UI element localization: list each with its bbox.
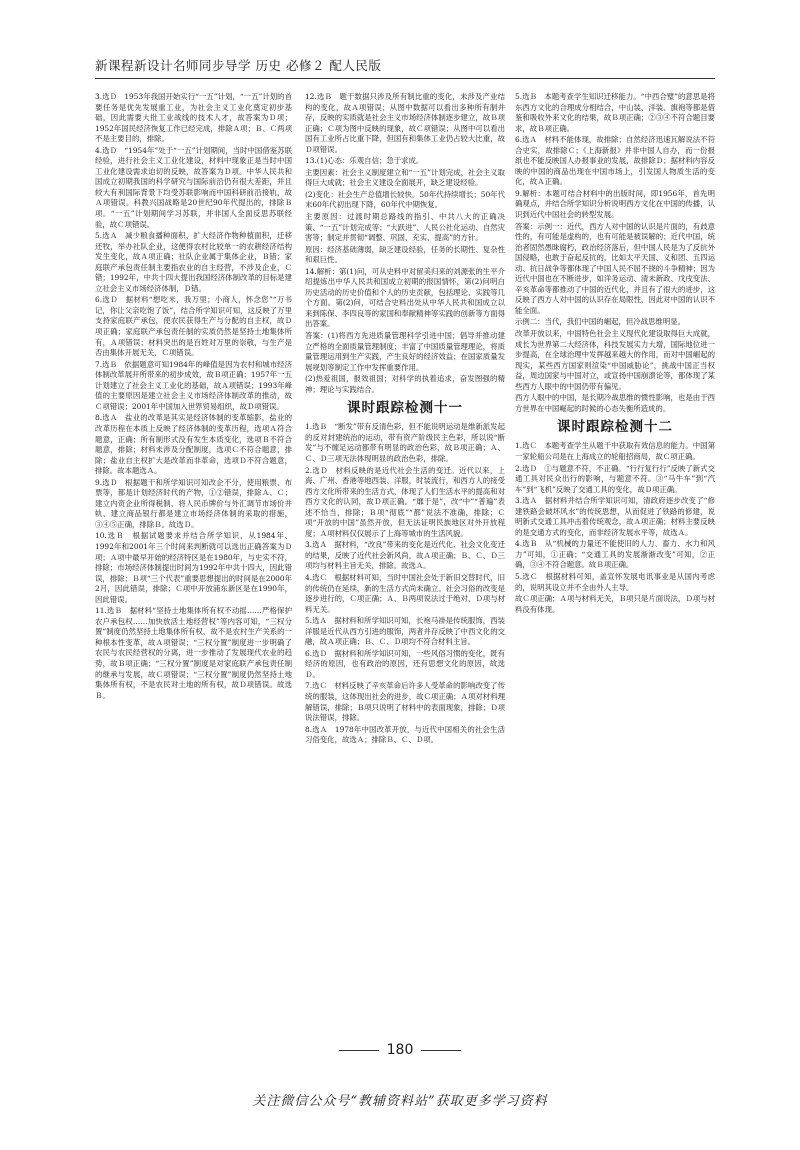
answer-paragraph: 主要因素：社会主义制度建立和“一五”计划完成，社会主义取得巨大成就；社会主义建设全面展开，缺乏建设经验。 xyxy=(305,167,505,188)
answer-paragraph: 答案：(1)将西方先进质量管理科学引进中国；倡导并推动建立严格的全面质量管理制度；丰富了中国质量管理理论，将质量管理运用到生产实践，产生良好的经济效益；在国家质量发展规划等制定工作中发挥重要作用。 xyxy=(305,331,505,372)
answer-paragraph: 2.选Ｄ ①与题意不符，不正确。“行行复行行”反映了新式交通工具对民众出行的影响，与题意不符。③“马牛车”到“汽车”到“飞机”反映了交通工具的变化，故Ｄ项正确。 xyxy=(515,463,715,494)
answer-paragraph: 9.选Ｄ 根据题干和所学知识可知改企不分，使用粮票、布票等，都是计划经济时代的产物，①②错误，排除Ａ、Ｃ；建立内资企业所得税制、将人民币牌价与外汇调节市场价并轨、建立商品银行都是建立市场经济体制的采取的措施，③④⑤正确，排除Ｂ。故选Ｄ。 xyxy=(95,477,292,529)
answer-paragraph: 6.选Ｄ 据材料和所学知识可知，一些风俗习惯的变化，既有经济的原因，也有政治的原因，还有思想文化的原因，故选Ｄ。 xyxy=(305,648,505,679)
page-number-text: 180 xyxy=(386,1042,414,1058)
page-number xyxy=(0,1042,800,1058)
answer-paragraph: 10.选Ｂ 根据试题要求并结合所学知识，从1984年、1992年和2001年三个时间来判断就可以选出正确答案为Ｄ项；Ａ项中最早开始的经济特区是在1980年，与史实不符，排除；市场经济体制提出时间为1992年中共十四大，因此错误，排除；Ｂ项“三个代表”重要思想提出的时间是在2000年2月，因此错误，排除；Ｃ项中开放浦东新区是在1990年，因此错误。 xyxy=(95,531,292,604)
answer-paragraph: 故Ｃ项正确；Ａ项与材料无关，Ｂ项只是片面说法，Ｄ项与材料没有体现。 xyxy=(515,594,715,614)
answer-paragraph: 主要原因：过渡时期总路线的指引、中共八大的正确决策、“一五”计划完成等；“大跃进”、人民公社化运动、自然灾害等；制定并贯彻“调整、巩固、充实、提高”的方针。 xyxy=(305,212,505,243)
section-heading: 课时跟踪检测十二 xyxy=(557,419,673,436)
section-heading: 课时跟踪检测十一 xyxy=(347,400,463,417)
answer-paragraph: 1.选Ｂ “断发”带有反清色彩，但不能说明运动是维新派发起的反对封建统治的运动，带有资产阶级民主色彩，所以说“断发”与不缠足运动都带有明显的政治色彩，故Ｂ项正确；Ａ、Ｃ、Ｄ三项无法体现明显的政治色彩，排除。 xyxy=(305,422,505,463)
answer-paragraph: 3.选Ｄ 1953年我国开始实行“一五”计划，“一五”计划的首要任务是优先发展重工业，为社会主义工业化奠定初步基础，因此需要大批工业战线的技术人才，故答案为Ｄ项；1952年国民经济恢复工作已经完成，排除Ａ项；Ｂ、Ｃ两项不是主要目的，排除。 xyxy=(95,92,292,144)
answer-paragraph: 11.选Ｂ 据材料“坚持土地集体所有权不动摇……严格保护农户承包权……加快放活土地经营权”等内容可知，“三权分置”制度仍然坚持土地集体所有权，故不是农村生产关系的一种根本性变革，故Ａ项错误；“三权分置”制度进一步明确了农民与农民经营权的分离，进一步推动了发展现代农业的趋势，故Ｂ项正确；“三权分置”制度是对家庭联产承包责任制的继承与发展，故Ｃ项错误；“三权分置”制度仍然坚持土地集体所有权，不是农民对土地的所有权，故Ｄ项错误。故选Ｂ。 xyxy=(95,606,292,700)
answer-column-middle xyxy=(305,92,505,1150)
answer-paragraph: 4.选Ｃ 根据材料可知，当时中国社会处于新旧交替时代，旧的传统仍在延续，新的生活方式尚未确立。社会习俗的改变是逐步进行的，Ｃ项正确；Ａ、Ｂ两项说法过于绝对，Ｄ项与材料无关。 xyxy=(305,572,505,614)
answer-paragraph: 答案：示例一：近代，西方人对中国的认识是片面的，有歧意性的，有可能是虚构的，也有可能是被误解的；近代中国，统治者固然愚昧腐朽，政治经济落后，但中国人民是为了反抗外国侵略，也敢于奋起反抗的，比如太平天国、义和团、五四运动、抗日战争等都体现了中国人民不屈不挠的斗争精神；因为近代中国也在不断进步，如洋务运动、清末新政、戊戌变法、辛亥革命等都推动了中国的近代化，并且有了很大的进步，这反映了西方人对中国的认识存在局限性，因此对中国的认识不能全面。 xyxy=(515,221,715,315)
answer-paragraph: (2)变化：社会生产总值增长较快。50年代持续增长；50年代末60年代初出现下降，60年代中期恢复。 xyxy=(305,189,505,210)
answer-paragraph: 西方人眼中的中国，是长期冷战思维的惯性影响，也是由于西方世界在中国崛起的时候的心态失衡所造成的。 xyxy=(515,393,715,413)
header-title: 新课程新设计名师同步导学 历史 必修２ 配人民版 xyxy=(95,58,382,73)
answer-paragraph: 6.选Ｄ 据材料“想吃米，我万里；小商人，怀念您”“万书记，你让父亲吃饱了饭”，结合所学知识可知，这反映了万里支持家庭联产承包，使农民获得生产与分配的自主权，故Ｄ项正确；家庭联产承包责任制的实质仍然是坚持土地集体所有，Ａ项错误；材料突出的是百姓对万里的崇敬，与生产是否由集体开展无关，Ｃ项错误。 xyxy=(95,295,292,358)
answer-paragraph: 3.选Ａ 据材料并结合所学知识可知，清政府逐步改变了“修建铁路会破坏风水”的传统思想，从而促进了铁路的修建，说明新式交通工具冲击着传统观念，故Ａ项正确；材料主要反映的是交通方式的变化，而非经济发展水平等，故选Ａ。 xyxy=(515,496,715,537)
answer-paragraph: 2.选Ｄ 材料反映的是近代社会生活的变迁。近代以来，上海、广州、香港等地西装、洋服，时装流行，和西方人的接受西方文化所带来的生活方式，体现了人们生活水平的提高和对西方文化的认同，故Ｄ项正确。“靡于是”，改“中”“普遍”表述不恰当，排除；Ｂ项“彻底”“都”说法不准确，排除；Ｃ项“开放的中国”虽然开放，但无法证明民族地区对外开放程度；Ａ项材料仅仅展示了上海等城市的生活风貌。 xyxy=(305,465,505,538)
answer-paragraph: 4.选Ｄ “1954年”处于“一五”计划期间，当时中国借鉴苏联经验，进行社会主义工业化建设，材料中现象正是当时中国工业化建设需求迫切的反映，故答案为Ｄ项。中华人民共和国成立初期我国的科学研究与国际前沿仍有很大差距，并且较大有利国际背景下均受苏联影响而中国科研前沿接轨，故Ａ项错误。科教兴国战略是20世纪90年代提出的，排除Ｂ项。“一五”计划期间学习苏联，并非国人全面反思苏联经验，故Ｃ项错误。 xyxy=(95,145,292,229)
answer-paragraph: 8.选Ａ 1978年中国改革开放，与近代中国相关的社会生活习俗变化，故选Ａ；排除Ｂ、Ｃ、Ｄ项。 xyxy=(305,724,505,745)
answer-paragraph: 8.选Ａ 盐业的改革是其实是经济体制的变革缩影，盐业的改革历程在本质上反映了经济体制的变革历程，选项Ａ符合题意，正确；所有制形式没有发生本质变化，选项Ｂ不符合题意，排除；材料未涉及分配制度，选项Ｃ不符合题意，排除；盐业自主权扩大是改革而非革命，选项Ｄ不符合题意，排除。故本题选Ａ。 xyxy=(95,413,292,476)
answer-paragraph: 5.选Ａ 据材料和所学知识可知，长袍马褂是传统服饰，西装洋服是近代从西方引进的服饰，两者并存反映了中西文化的交融，故Ａ项正确；Ｂ、Ｃ、Ｄ项均不符合材料主旨。 xyxy=(305,616,505,647)
answer-paragraph: 9.解析：本题可结合材料中的出版时间，即1956年，首先明确观点，并结合所学知识分析说明西方文化在中国的传播，认识到近代中国社会的转型发展。 xyxy=(515,188,715,220)
answer-paragraph: 原因：经济基础薄弱，缺乏建设经验，任务的长期性、复杂性和艰巨性。 xyxy=(305,244,505,265)
answer-paragraph: 3.选Ａ 据材料，“改良”带来的变化是近代化、社会文化变迁的结果，反映了近代社会新风尚，故Ａ项正确；Ｂ、Ｃ、Ｄ三项均与材料主旨无关，排除。故选Ａ。 xyxy=(305,540,505,571)
answer-paragraph: (2)热爱祖国，报效祖国；对科学的执着追求，奋发图强的精神；理论与实践结合。 xyxy=(305,374,505,394)
page-number-rule-left xyxy=(339,1050,379,1051)
answer-paragraph: 13.(1)心态：乐观自信；急于求成。 xyxy=(305,156,424,166)
page-number-rule-right xyxy=(421,1050,461,1051)
answer-paragraph: 14.解析：第(1)问，可从史料中对留美归来的刘源张的生平介绍提炼出中华人民共和国成立初期的报国情怀，第(2)问明白历史活动的历史价值和个人的历史贡献，包括理论、实践等几个方面。第(2)问，可结合史料出处从中华人民共和国成立以来到陈保、李四良等的家国和奉献精神等实践的创新等方面得出答案。 xyxy=(305,266,505,329)
answer-paragraph: 7.选Ｂ 依据题意可知1984年的峰值是因为农村和城市经济体制改革展开所带来的初步成效，故Ｂ项正确；1957年一五计划建立了社会主义工业化的基础，故Ａ项错误；1993年峰值的主要原因是建立社会主义市场经济体制改革的推动，故Ｃ项错误；2001年中国加入世界贸易组织，故Ｄ项错误。 xyxy=(95,359,292,411)
answer-paragraph: 1.选Ｃ 本题考查学生从题干中获取有效信息的能力。中国第一家轮船公司是在上海成立的轮船招商局，故Ｃ项正确。 xyxy=(515,441,715,461)
footer-promo: 关注微信公众号“教辅资料站”获取更多学习资料 xyxy=(252,1094,548,1109)
answer-paragraph: 12.选Ｂ 题干数据只涉及所有制比重的变化，未涉及产业结构的变化，故Ａ项错误；从图中数据可以看出多种所有制并存，反映的实质就是社会主义市场经济体制逐步建立，故Ｂ项正确；Ｃ项为图中反映的现象，故Ｃ项错误；从图中可以看出国有工业所占比重下降，但国有和集体工业仍占较大比重，故Ｄ项错误。 xyxy=(305,92,505,154)
page-header xyxy=(95,56,715,79)
answer-paragraph: 改革开放以来，中国特色社会主义现代化建设取得巨大成就，成长为世界第二大经济体，科技发展实力大增，国际地位进一步提高，在全球治理中发挥越来越大的作用，而对中国崛起的现实，某些西方国家则渲染“中国威胁论”，挑战中国正当权益，周边国家与中国对立，或宣扬中国崩溃论等，都体现了某些西方人眼中的中国仍带有偏见。 xyxy=(515,329,715,391)
answer-paragraph: 4.选Ｂ 从“机械的力量还不能使旧的人力、畜力、水力和风力”可知，①正确；“交通工具的发展渐渐改变”可知，②正确，③④不符合题意。故Ｂ项正确。 xyxy=(515,539,715,570)
answer-paragraph: 示例二：当代，我们中国的崛起，但冷战思维明显。 xyxy=(515,317,685,327)
answer-paragraph: 5.选Ａ 减少粮食播种面积，扩大经济作物种植面积，迁移还牧，举办社队企业，这便得农村比较单一的农耕经济结构发生变化，故Ａ项正确；社队企业属于集体企业，Ｂ错；家庭联产承包责任制主要指农业的自主经营，不涉及企业，Ｃ错；1992年，中共十四大提出我国经济体制改革的目标是建立社会主义市场经济体制，Ｄ错。 xyxy=(95,231,292,293)
answer-column-left xyxy=(95,92,292,1150)
answer-column-right xyxy=(515,92,715,1150)
answer-paragraph: 6.选Ａ 材料不能体现，故排除；自然经济迅速瓦解说法不符合史实，故排除Ｃ；《上海新报》并非中国人自办，而一份报纸也不能反映国人办报事业的发展，故排除Ｄ；据材料内容反映的中国的商品出现在中国市场上，引发国人物质生活的变化，故Ａ正确。 xyxy=(515,135,715,187)
answer-paragraph: 5.选Ｂ 本题考查学生知识迁移能力。“中西合璧”的意思是将东西方文化的合理成分相结合，中山装、洋装、旗袍等都是借鉴和吸收外来文化的结果，故Ｂ项正确；②③④不符合题目要求，故Ｂ项正确。 xyxy=(515,92,715,133)
answer-paragraph: 7.选Ｃ 材料反映了辛亥革命后许多人受革命的影响改变了传统的服装，这体现出社会的进步，故Ｃ项正确；Ａ项对材料理解错误，排除；Ｂ项只说明了材料中的表面现象，排除；Ｄ项说法错误，排除。 xyxy=(305,681,505,723)
answer-paragraph: 5.选Ｃ 根据材料可知，盖宣怀发展电讯事业是从国内考虑的，说明其设立并不全由外人主导。 xyxy=(515,571,715,592)
